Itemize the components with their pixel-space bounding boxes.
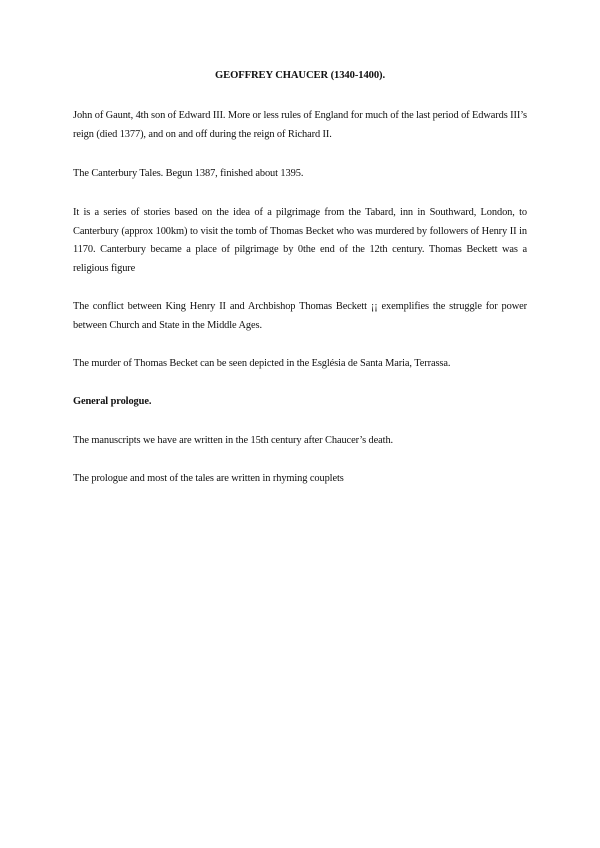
section-heading-general-prologue: General prologue.: [73, 396, 152, 407]
paragraph-murder-depiction: The murder of Thomas Becket can be seen depicted in the Església de Santa Maria, Terrassa.: [73, 358, 451, 369]
paragraph-pilgrimage: It is a series of stories based on the idea of a pilgrimage from the Tabard, inn in Southward, London, to Canterbury (approx 100km) to visit the tomb of Thomas Becket who was murdered by followers of Henry II in 1170. Canterbury became a place of pilgrimage by 0the end of the 12th century. Thomas Beckett was a religious figure: [73, 207, 527, 274]
paragraph-rhyming-couplets: The prologue and most of the tales are written in rhyming couplets: [73, 473, 344, 484]
paragraph-manuscripts: The manuscripts we have are written in the 15th century after Chaucer’s death.: [73, 435, 394, 446]
paragraph-john-of-gaunt: John of Gaunt, 4th son of Edward III. More or less rules of England for much of the last period of Edwards III’s reign (died 1377), and on and off during the reign of Richard II.: [73, 110, 527, 140]
paragraph-conflict: The conflict between King Henry II and Archbishop Thomas Beckett ¡¡ exemplifies the struggle for power between Church and State in the Middle Ages.: [73, 301, 527, 331]
document-title: GEOFFREY CHAUCER (1340-1400).: [214, 70, 386, 81]
paragraph-canterbury-tales: The Canterbury Tales. Begun 1387, finished about 1395.: [73, 168, 304, 179]
